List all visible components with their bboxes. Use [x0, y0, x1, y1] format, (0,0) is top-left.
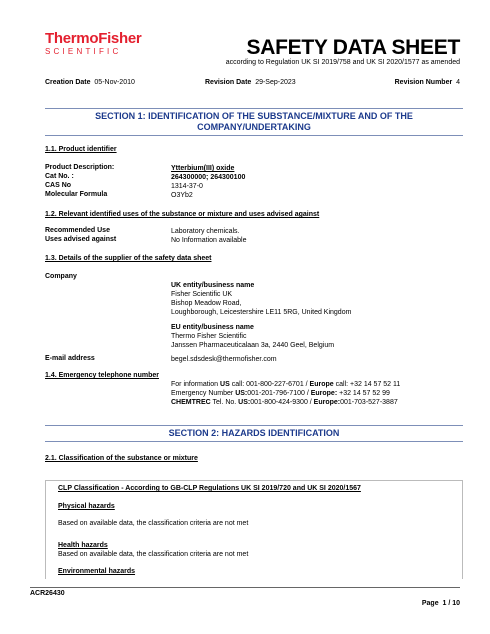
subsection-1-3: 1.3. Details of the supplier of the safety data sheet: [45, 255, 212, 262]
section2-heading: SECTION 2: HAZARDS IDENTIFICATION: [45, 425, 463, 442]
formula-label: Molecular Formula: [45, 191, 108, 198]
subsection-1-4: 1.4. Emergency telephone number: [45, 372, 159, 379]
environmental-hazards-title: Environmental hazards: [58, 568, 136, 575]
recommended-use-value: Laboratory chemicals.: [171, 228, 240, 235]
uk-entity-line: Bishop Meadow Road,: [171, 300, 242, 307]
cas-no-label: CAS No: [45, 182, 72, 189]
health-hazards-text: Based on available data, the classification criteria are not met: [58, 551, 249, 558]
formula-value: O3Yb2: [171, 192, 193, 199]
revision-date: Revision Date 29-Sep-2023: [205, 79, 296, 86]
clp-classification-box: [45, 480, 463, 579]
creation-date: Creation Date 05-Nov-2010: [45, 79, 135, 86]
section1-heading: SECTION 1: IDENTIFICATION OF THE SUBSTANCE/MIXTURE AND OF THE COMPANY/UNDERTAKING: [45, 108, 463, 136]
emergency-line-1: For information US call: 001-800-227-6701 / Europe call: +32 14 57 52 11: [171, 381, 401, 388]
uk-entity-title: UK entity/business name: [171, 282, 255, 289]
physical-hazards-text: Based on available data, the classification criteria are not met: [58, 520, 249, 527]
recommended-use-label: Recommended Use: [45, 227, 110, 234]
health-hazards-title: Health hazards: [58, 542, 108, 549]
uses-advised-against-label: Uses advised against: [45, 236, 117, 243]
eu-entity-title: EU entity/business name: [171, 324, 254, 331]
document-code: ACR26430: [30, 590, 65, 597]
footer-divider: [30, 587, 460, 588]
eu-entity-line: Janssen Pharmaceuticalaan 3a, 2440 Geel, Belgium: [171, 342, 335, 349]
email-label: E-mail address: [45, 355, 95, 362]
eu-entity-line: Thermo Fisher Scientific: [171, 333, 247, 340]
brand-logo-sub: SCIENTIFIC: [45, 47, 122, 56]
uses-advised-against-value: No Information available: [171, 237, 247, 244]
uk-entity-line: Loughborough, Leicestershire LE11 5RG, United Kingdom: [171, 309, 352, 316]
cat-no-value: 264300000; 264300100: [171, 174, 246, 181]
clp-title: CLP Classification - According to GB-CLP Regulations UK SI 2019/720 and UK SI 2020/1567: [58, 485, 361, 492]
company-label: Company: [45, 273, 77, 280]
product-description-label: Product Description:: [45, 164, 115, 171]
cas-no-value: 1314-37-0: [171, 183, 203, 190]
product-description-value: Ytterbium(III) oxide: [171, 165, 235, 172]
revision-number: Revision Number 4: [394, 79, 460, 86]
cat-no-label: Cat No. :: [45, 173, 74, 180]
subsection-1-1: 1.1. Product identifier: [45, 146, 117, 153]
document-title: SAFETY DATA SHEET: [246, 36, 460, 59]
page-number: Page 1 / 10: [421, 600, 460, 607]
regulation-note: according to Regulation UK SI 2019/758 and UK SI 2020/1577 as amended: [225, 59, 460, 66]
subsection-2-1: 2.1. Classification of the substance or mixture: [45, 455, 198, 462]
email-value[interactable]: begel.sdsdesk@thermofisher.com: [171, 356, 277, 363]
emergency-line-3: CHEMTREC Tel. No. US:001-800-424-9300 / Europe:001-703-527-3887: [171, 399, 398, 406]
subsection-1-2: 1.2. Relevant identified uses of the substance or mixture and uses advised against: [45, 211, 320, 218]
physical-hazards-title: Physical hazards: [58, 503, 115, 510]
brand-logo: ThermoFisher: [45, 30, 142, 47]
emergency-line-2: Emergency Number US:001-201-796-7100 / Europe: +32 14 57 52 99: [171, 390, 390, 397]
uk-entity-line: Fisher Scientific UK: [171, 291, 233, 298]
